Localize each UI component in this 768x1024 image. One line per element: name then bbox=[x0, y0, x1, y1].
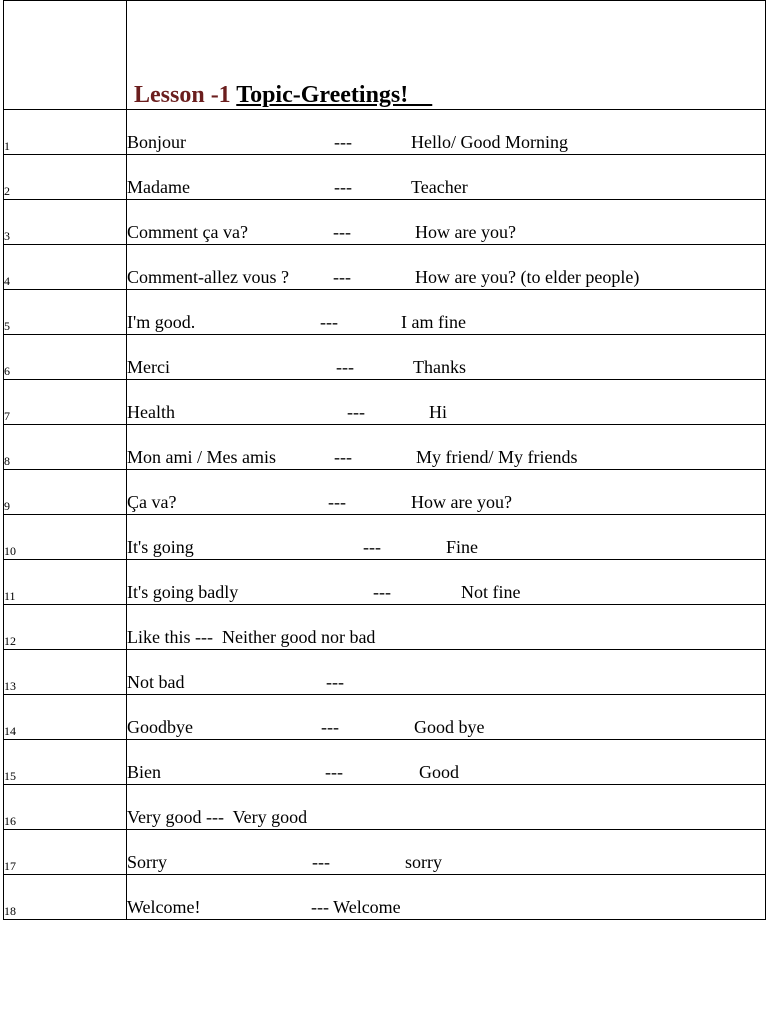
row-number: 10 bbox=[4, 544, 16, 558]
table-row bbox=[4, 290, 766, 335]
separator: --- bbox=[333, 222, 351, 242]
row-number: 7 bbox=[4, 409, 10, 423]
row-number-cell bbox=[4, 605, 127, 650]
row-text-cell bbox=[127, 425, 766, 470]
row-line bbox=[127, 267, 765, 289]
french-phrase: Ça va? bbox=[127, 492, 177, 512]
row-line bbox=[127, 852, 765, 874]
table-row bbox=[4, 695, 766, 740]
french-phrase: Goodbye bbox=[127, 717, 193, 737]
table-row bbox=[4, 200, 766, 245]
row-number: 2 bbox=[4, 184, 10, 198]
row-line bbox=[127, 717, 765, 739]
row-number-cell bbox=[4, 425, 127, 470]
row-number-cell bbox=[4, 110, 127, 155]
french-phrase: Welcome! bbox=[127, 897, 201, 917]
row-number-cell bbox=[4, 560, 127, 605]
row-number: 15 bbox=[4, 769, 16, 783]
row-number: 12 bbox=[4, 634, 16, 648]
row-number: 1 bbox=[4, 139, 10, 153]
separator: --- bbox=[373, 582, 391, 602]
french-phrase: I'm good. bbox=[127, 312, 196, 332]
header-title-cell bbox=[127, 1, 766, 110]
english-translation: How are you? bbox=[415, 222, 516, 242]
french-phrase: Not bad bbox=[127, 672, 185, 692]
separator: --- Welcome bbox=[311, 897, 401, 917]
lesson-label: Lesson -1 bbox=[134, 82, 231, 108]
separator: --- bbox=[363, 537, 381, 557]
row-number-cell bbox=[4, 650, 127, 695]
row-text-cell bbox=[127, 785, 766, 830]
row-number-cell bbox=[4, 785, 127, 830]
table-row bbox=[4, 605, 766, 650]
row-number: 13 bbox=[4, 679, 16, 693]
row-line bbox=[127, 177, 765, 199]
row-number: 9 bbox=[4, 499, 10, 513]
separator: --- bbox=[328, 492, 346, 512]
row-number-cell bbox=[4, 515, 127, 560]
row-number-cell bbox=[4, 695, 127, 740]
row-text-cell bbox=[127, 560, 766, 605]
table-row bbox=[4, 425, 766, 470]
english-translation: I am fine bbox=[401, 312, 466, 332]
row-number-cell bbox=[4, 245, 127, 290]
row-line bbox=[127, 762, 765, 784]
table-row bbox=[4, 650, 766, 695]
row-text-cell bbox=[127, 875, 766, 920]
row-number-cell bbox=[4, 875, 127, 920]
row-text-cell bbox=[127, 245, 766, 290]
topic-label: Topic-Greetings! bbox=[236, 82, 433, 108]
english-translation: Not fine bbox=[461, 582, 521, 602]
row-line bbox=[127, 807, 765, 829]
row-line bbox=[127, 492, 765, 514]
row-text-cell bbox=[127, 110, 766, 155]
table-row bbox=[4, 875, 766, 920]
table-row bbox=[4, 785, 766, 830]
row-line bbox=[127, 222, 765, 244]
french-phrase: Comment ça va? bbox=[127, 222, 248, 242]
separator: --- bbox=[334, 177, 352, 197]
row-text-cell bbox=[127, 470, 766, 515]
row-text-cell bbox=[127, 155, 766, 200]
table-row bbox=[4, 110, 766, 155]
english-translation: Hi bbox=[429, 402, 447, 422]
french-phrase: It's going bbox=[127, 537, 194, 557]
french-phrase: Sorry bbox=[127, 852, 167, 872]
row-line bbox=[127, 582, 765, 604]
table-row bbox=[4, 380, 766, 425]
row-number-cell bbox=[4, 740, 127, 785]
row-line bbox=[127, 402, 765, 424]
separator: --- bbox=[325, 762, 343, 782]
french-phrase: Comment-allez vous ? bbox=[127, 267, 289, 287]
row-number-cell bbox=[4, 470, 127, 515]
row-number-cell bbox=[4, 200, 127, 245]
french-phrase: Mon ami / Mes amis bbox=[127, 447, 276, 467]
row-line bbox=[127, 132, 765, 154]
row-number: 17 bbox=[4, 859, 16, 873]
row-number: 4 bbox=[4, 274, 10, 288]
row-number: 8 bbox=[4, 454, 10, 468]
english-translation: Teacher bbox=[411, 177, 468, 197]
table-row bbox=[4, 560, 766, 605]
english-translation: Good bye bbox=[414, 717, 485, 737]
english-translation: Fine bbox=[446, 537, 479, 557]
row-text-cell bbox=[127, 605, 766, 650]
french-phrase: It's going badly bbox=[127, 582, 239, 602]
table-row bbox=[4, 470, 766, 515]
row-text-cell bbox=[127, 740, 766, 785]
table-row bbox=[4, 245, 766, 290]
row-number-cell bbox=[4, 335, 127, 380]
row-text-cell bbox=[127, 695, 766, 740]
header-row bbox=[4, 1, 766, 110]
french-phrase: Health bbox=[127, 402, 175, 422]
row-line bbox=[127, 537, 765, 559]
english-translation: My friend/ My friends bbox=[416, 447, 578, 467]
row-number: 16 bbox=[4, 814, 16, 828]
lesson-table bbox=[3, 0, 766, 920]
separator: --- bbox=[334, 447, 352, 467]
separator: --- bbox=[312, 852, 330, 872]
french-phrase: Like this --- Neither good nor bad bbox=[127, 627, 376, 647]
english-translation: sorry bbox=[405, 852, 442, 872]
row-number: 3 bbox=[4, 229, 10, 243]
english-translation: Hello/ Good Morning bbox=[411, 132, 568, 152]
english-translation: How are you? bbox=[411, 492, 512, 512]
french-phrase: Very good --- Very good bbox=[127, 807, 308, 827]
row-line bbox=[127, 672, 765, 694]
table-row bbox=[4, 740, 766, 785]
row-line bbox=[127, 447, 765, 469]
french-phrase: Madame bbox=[127, 177, 190, 197]
separator: --- bbox=[320, 312, 338, 332]
table-row bbox=[4, 155, 766, 200]
row-number: 11 bbox=[4, 589, 16, 603]
row-text-cell bbox=[127, 650, 766, 695]
row-text-cell bbox=[127, 380, 766, 425]
row-line bbox=[127, 357, 765, 379]
row-number: 6 bbox=[4, 364, 10, 378]
separator: --- bbox=[336, 357, 354, 377]
table-row bbox=[4, 830, 766, 875]
separator: --- bbox=[333, 267, 351, 287]
separator: --- bbox=[334, 132, 352, 152]
row-number-cell bbox=[4, 380, 127, 425]
row-number-cell bbox=[4, 290, 127, 335]
row-text-cell bbox=[127, 290, 766, 335]
row-text-cell bbox=[127, 515, 766, 560]
row-number: 14 bbox=[4, 724, 16, 738]
table-row bbox=[4, 335, 766, 380]
row-number: 18 bbox=[4, 904, 16, 918]
row-number-cell bbox=[4, 155, 127, 200]
row-text-cell bbox=[127, 830, 766, 875]
table-row bbox=[4, 515, 766, 560]
english-translation: How are you? (to elder people) bbox=[415, 267, 640, 287]
row-line bbox=[127, 312, 765, 334]
row-line bbox=[127, 897, 765, 919]
french-phrase: Merci bbox=[127, 357, 170, 377]
french-phrase: Bonjour bbox=[127, 132, 187, 152]
separator: --- bbox=[326, 672, 344, 692]
separator: --- bbox=[347, 402, 365, 422]
page-title bbox=[127, 82, 765, 109]
separator: --- bbox=[321, 717, 339, 737]
row-number-cell bbox=[4, 830, 127, 875]
row-number: 5 bbox=[4, 319, 10, 333]
header-num-cell bbox=[4, 1, 127, 110]
english-translation: Good bbox=[419, 762, 459, 782]
french-phrase: Bien bbox=[127, 762, 161, 782]
english-translation: Thanks bbox=[413, 357, 466, 377]
row-text-cell bbox=[127, 200, 766, 245]
row-line bbox=[127, 627, 765, 649]
row-text-cell bbox=[127, 335, 766, 380]
